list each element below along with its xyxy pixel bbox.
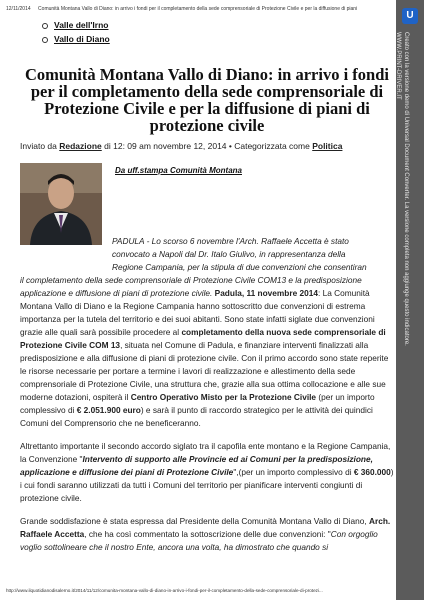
text: (per un importo complessivo di [20, 392, 375, 415]
paragraph-3 [20, 515, 394, 554]
meta-date: di 12: 09 am novembre 12, 2014 • Categorizzata come [104, 141, 310, 151]
wrap-line-1 [20, 235, 394, 248]
text-italic: il completamento della sede comprensoriale di Protezione Civile COM13 e la predisposizione applicazione e diffusione di piani di protezione civile. [20, 275, 362, 298]
text-line: Regione Campania, per la stipula di due convenzioni che consentiran [112, 262, 367, 272]
quote: Con orgoglio voglio sottolineare che il nostro Ente, ancora una volta, ha dimostrato che quando si [20, 529, 378, 552]
amount: € 2.051.900 euro [76, 405, 141, 415]
text: , situata nel Comune di Padula, e finanziare interventi finalizzati alla predisposizione e alla diffusione di piani di protezione civile. Con il primo accordo sono state reperite le risorse necessarie per portare a termine i lavori di realizzazione e allestimento della sede comprensoriale di Protezione Civile, una struttura che, grazie alla sua ottima collocazione e alle sue moderne dotazioni, ospiterà il [20, 340, 389, 402]
converter-logo-icon: U [402, 8, 418, 24]
text: ",(per un importo complessivo di [233, 467, 352, 477]
article-meta [20, 141, 392, 151]
amount: € 360.000 [353, 467, 391, 477]
converter-sidebar [396, 0, 424, 600]
photo-caption: Da uff.stampa Comunità Montana [115, 166, 242, 175]
text-line: convocato a Napoli dal Dr. Italo Giulivo, in rappresentanza della [112, 249, 346, 259]
text: Grande soddisfazione è stata espressa dal Presidente della Comunità Montana Vallo di Diano, [20, 516, 367, 526]
text: : La Comunità Montana Vallo di Diano e la Regione Campania hanno sottoscritto due convenzioni di estrema importanza per la tutela del territorio e dei suoi abitanti. Sono state infatti siglate due convenzioni grazie alle quali sarà possibile procedere al [20, 288, 375, 337]
text: ) e sarà il punto di raccordo strategico per le attività dei quindici Comuni del Comprensorio che ne beneficeranno. [20, 405, 373, 428]
bullet-icon [42, 23, 48, 29]
text: Altrettanto importante il secondo accordo siglato tra il capofila ente montano e la Regione Campania, la Convenzione " [20, 441, 391, 464]
text: , che ha così commentato la sottoscrizione delle due convenzioni: " [84, 529, 331, 539]
convention-title: Intervento di supporto alle Provincie ed ai Comuni per la predisposizione, applicazione e diffusione dei piani di Protezione Civile [20, 454, 373, 477]
bullet-icon [42, 37, 48, 43]
nav-item-valle-irno[interactable] [42, 20, 110, 30]
watermark-url: WWW.PRINT-DRIVER.IT [395, 32, 401, 100]
category-link[interactable]: Politica [312, 141, 343, 151]
print-date: 12/11/2014 [6, 6, 31, 12]
portrait-image [20, 163, 102, 245]
text-bold: Centro Operativo Misto per la Protezione Civile [130, 392, 317, 402]
text: ) i cui fondi saranno utilizzati da tutti i Comuni del territorio per pianificare interventi congiunti di protezione civile. [20, 467, 394, 503]
nav-item-label[interactable]: Vallo di Diano [54, 34, 110, 44]
author-link[interactable]: Redazione [59, 141, 102, 151]
article-photo [20, 163, 102, 245]
article-body [20, 235, 394, 564]
nav-item-vallo-diano[interactable] [42, 34, 110, 44]
print-title: Comunità Montana Vallo di Diano: in arrivo i fondi per il completamento della sede comprensoriale di Protezione Civile e per la diffusione di piani [38, 6, 358, 12]
text-bold: completamento della nuova sede comprensoriale di Protezione Civile COM 13 [20, 327, 386, 350]
watermark-text [394, 32, 410, 346]
wrap-line-2 [20, 248, 394, 261]
text-line: PADULA - Lo scorso 6 novembre l'Arch. Raffaele Accetta è stato [112, 236, 349, 246]
paragraph-2 [20, 440, 394, 505]
watermark-line: Creato con la versione demo di Universal Document Converter. La versione completa non aggiunge questo indicatore. [403, 32, 409, 346]
category-nav [42, 20, 110, 48]
article-title: Comunità Montana Vallo di Diano: in arrivo i fondi per il completamento della sede comprensoriale di Protezione Civile e per la diffusione di piani di protezione civile [25, 65, 389, 135]
dateline: Padula, 11 novembre 2014 [214, 288, 318, 298]
print-header [6, 6, 390, 12]
paragraph-1 [20, 235, 394, 430]
text-bold: Arch. Raffaele Accetta [20, 516, 391, 539]
nav-item-label[interactable]: Valle dell'Irno [54, 20, 109, 30]
print-footer-url: http://www.ilquotidianodisalerno.it/2014/11/12/comunita-montana-vallo-di-diano-in-arrivo-i-fondi-per-il-completamento-della-sede-comprensoriale-di-protezi... [6, 588, 323, 593]
wrap-line-3 [20, 261, 394, 274]
meta-prefix: Inviato da [20, 141, 57, 151]
